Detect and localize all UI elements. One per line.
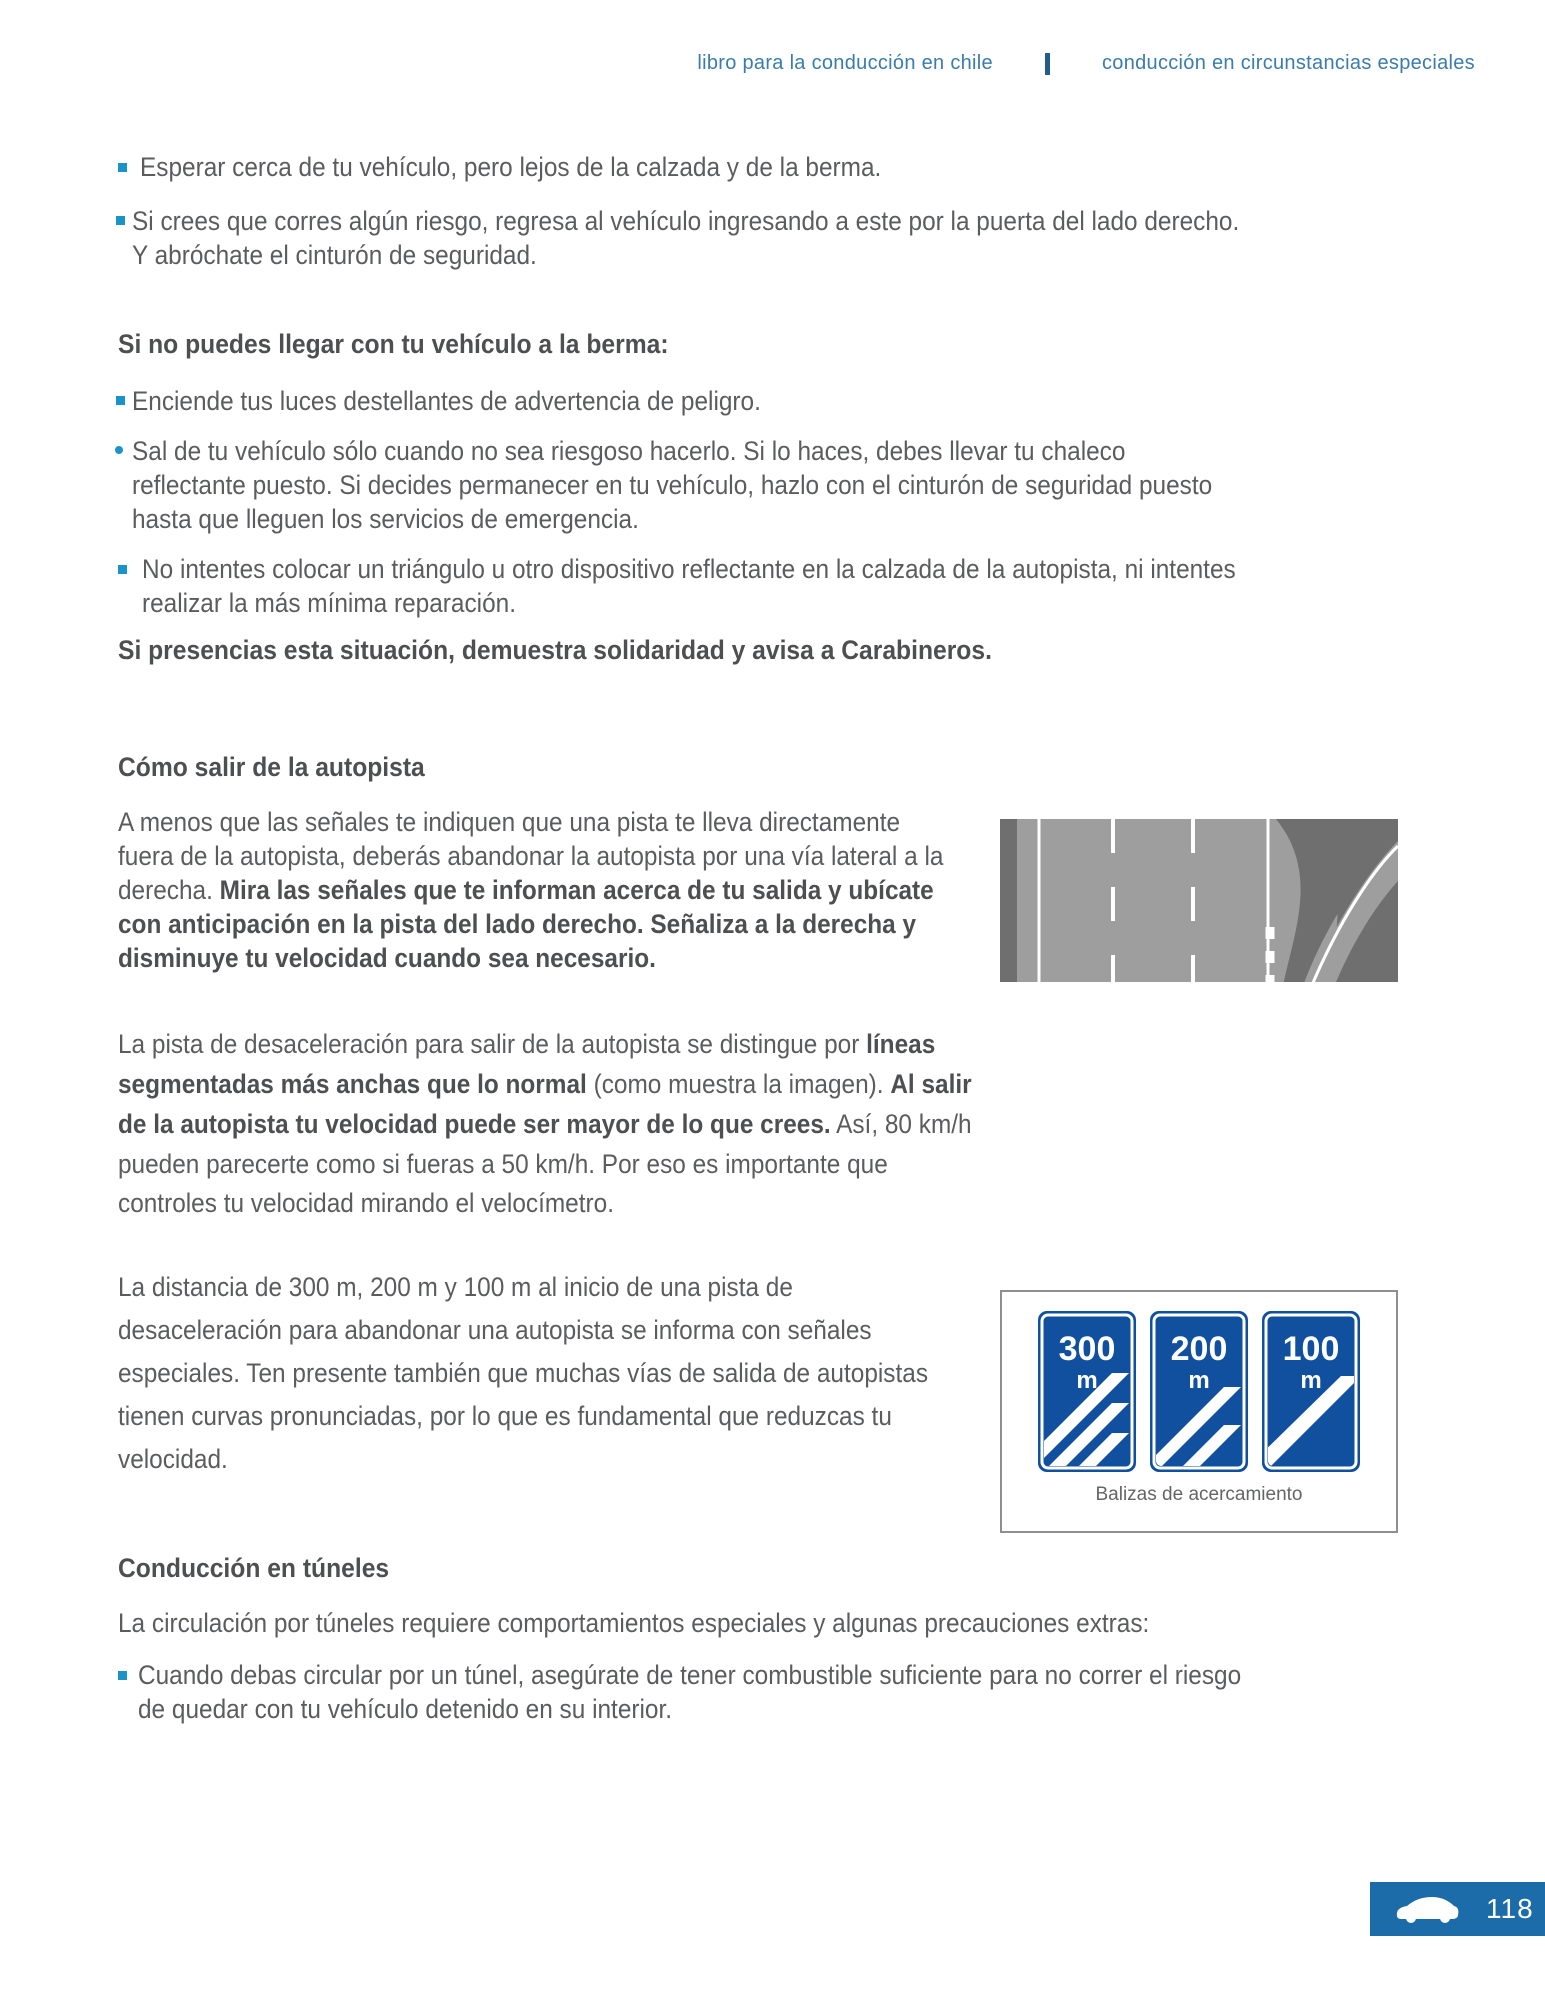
paragraph-text-regular: (como muestra la imagen). — [586, 1069, 891, 1100]
paragraph-text-regular: La pista de desaceleración para salir de la autopista se distingue por — [118, 1029, 867, 1060]
section-heading-tuneles: Conducción en túneles — [118, 1552, 390, 1583]
spacer — [118, 783, 1428, 805]
list-item-text: Si crees que corres algún riesgo, regresa al vehículo ingresando a este por la puerta del lado derecho. Y abróchate el cinturón de seguridad. — [132, 206, 1240, 271]
figure-balizas — [1000, 1290, 1398, 1533]
list-item — [118, 552, 1428, 620]
paragraph-salir-autopista — [118, 805, 960, 976]
figure-clip-mask — [1000, 982, 1400, 1242]
spacer — [118, 273, 1428, 329]
car-icon — [1394, 1894, 1460, 1924]
square-bullet-icon — [115, 446, 123, 454]
baliza-100-unit: m — [1300, 1367, 1322, 1394]
square-bullet-icon — [116, 396, 125, 405]
paragraph-desaceleracion — [118, 1025, 992, 1224]
paragraph-text-bold: líneas segmentadas más anchas que lo normal — [118, 1029, 936, 1100]
paragraph-text-regular: A menos que las señales te indiquen que una pista te lleva directamente fuera de la autopista, deberás abandonar la autopista por una vía lateral a la derecha. — [118, 806, 944, 905]
callout-carabineros: Si presencias esta situación, demuestra solidaridad y avisa a Carabineros. — [118, 634, 992, 665]
square-bullet-icon — [118, 1671, 127, 1680]
baliza-300-value: 300 — [1058, 1330, 1116, 1368]
page-running-header — [0, 52, 1545, 75]
baliza-300-unit: m — [1076, 1367, 1098, 1394]
balizas-row — [1002, 1292, 1396, 1473]
list-item-text: Enciende tus luces destellantes de advertencia de peligro. — [132, 385, 761, 416]
list-item-text: Sal de tu vehículo sólo cuando no sea riesgoso hacerlo. Si lo haces, debes llevar tu chaleco reflectante puesto. Si decides permanecer en tu vehículo, hazlo con el cinturón de seguridad puesto hasta que lleguen los servicios de emergencia. — [132, 435, 1213, 535]
list-item — [118, 204, 1428, 272]
list-item — [118, 1658, 1428, 1726]
list-item-text: No intentes colocar un triángulo u otro dispositivo reflectante en la calzada de la autopista, ni intentes realizar la más mínima reparación. — [142, 554, 1236, 619]
list-item-text: Cuando debas circular por un túnel, asegúrate de tener combustible suficiente para no correr el riesgo de quedar con tu vehículo detenido en su interior. — [138, 1659, 1242, 1725]
paragraph-text-bold: Mira las señales que te informan acerca de tu salida y ubícate con anticipación en la pista del lado derecho. Señaliza a la derecha y disminuye tu velocidad cuando sea necesario. — [118, 874, 934, 974]
square-bullet-icon — [118, 565, 127, 574]
paragraph-text-bold: Al salir de la autopista tu velocidad puede ser mayor de lo que crees. — [118, 1069, 972, 1139]
baliza-sign-300 — [1037, 1310, 1137, 1473]
figure-balizas-caption: Balizas de acercamiento — [1095, 1484, 1303, 1505]
page-number: 118 — [1486, 1893, 1534, 1924]
header-separator — [1045, 53, 1050, 75]
spacer — [118, 1584, 1428, 1606]
baliza-100-value: 100 — [1282, 1330, 1340, 1368]
section-heading-berma: Si no puedes llegar con tu vehículo a la berma: — [118, 328, 669, 359]
paragraph-distancias: La distancia de 300 m, 200 m y 100 m al inicio de una pista de desaceleración para abandonar una autopista se informa con señales especiales. Ten presente también que muchas vías de salida de autopistas tienen curvas pronunciadas, por lo que es fundamental que reduzcas tu velocidad. — [118, 1272, 929, 1474]
baliza-sign-200 — [1149, 1310, 1249, 1473]
paragraph-tuneles-intro: La circulación por túneles requiere comportamientos especiales y algunas precauciones extras: — [118, 1607, 1150, 1638]
paragraph-text-regular: Así, 80 km/h pueden parecerte como si fueras a 50 km/h. Por eso es importante que controles tu velocidad mirando el velocímetro. — [118, 1108, 972, 1219]
header-book-title: libro para la conducción en chile — [697, 52, 993, 74]
square-bullet-icon — [116, 216, 125, 225]
section-heading-salir-autopista: Cómo salir de la autopista — [118, 751, 425, 782]
list-item-text: Esperar cerca de tu vehículo, pero lejos de la calzada y de la berma. — [140, 152, 882, 182]
square-bullet-icon — [118, 163, 127, 172]
baliza-200-value: 200 — [1170, 1330, 1228, 1368]
list-item — [118, 384, 1428, 418]
spacer — [118, 666, 1428, 752]
page-number-badge — [1370, 1882, 1545, 1936]
list-item — [118, 434, 1428, 537]
spacer — [118, 360, 1428, 384]
list-item — [118, 150, 1428, 184]
baliza-200-unit: m — [1188, 1367, 1210, 1394]
header-chapter-title: conducción en circunstancias especiales — [1101, 52, 1475, 74]
baliza-sign-100 — [1261, 1310, 1361, 1473]
